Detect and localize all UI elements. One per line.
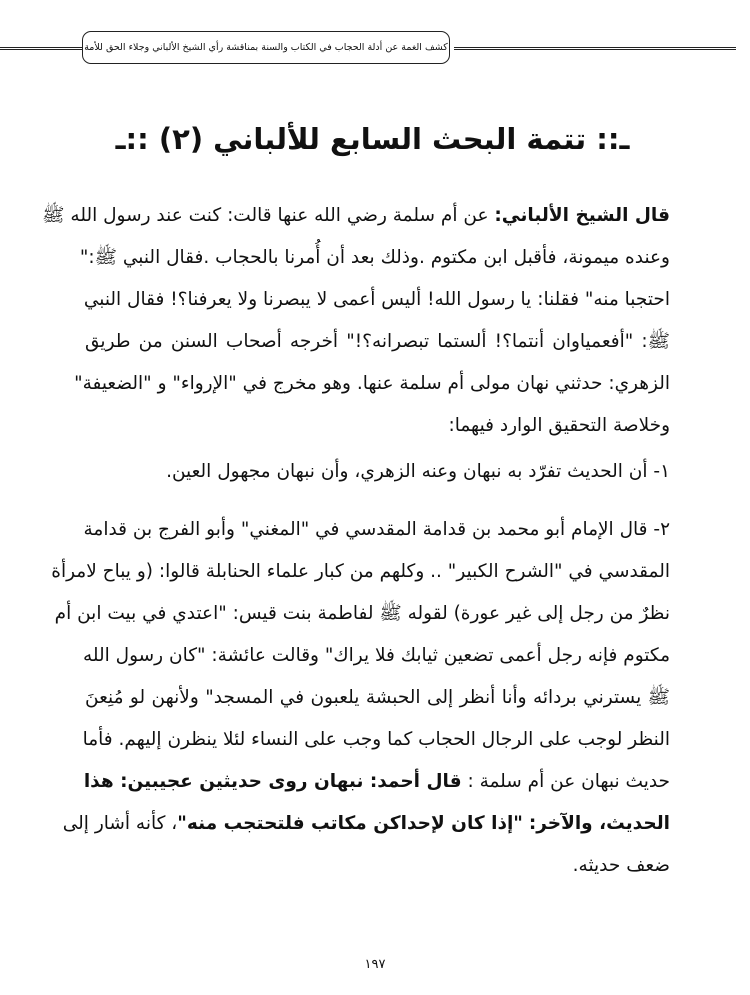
text-line: مكتوم فإنه رجل أعمى تضعين ثيابك فلا يراك" وقالت عائشة: "كان رسول الله	[82, 645, 670, 666]
text-line: النظر لوجب على الرجال الحجاب كما وجب على النساء لئلا ينظرن إليهم. فأما	[82, 729, 670, 750]
text-line: ٢- قال الإمام أبو محمد بن قدامة المقدسي في "المغني" وأبو الفرج بن قدامة	[83, 519, 670, 540]
text-line: نظرٌ من رجل إلى غير عورة) لقوله ﷺ لفاطمة بنت قيس: "اعتدي في بيت ابن أم	[54, 603, 670, 624]
text-line: وعنده ميمونة، فأقبل ابن مكتوم .وذلك بعد أن أُمرنا بالحجاب .فقال النبي ﷺ:"	[79, 247, 670, 268]
text-line	[85, 761, 670, 803]
point-2	[51, 509, 670, 887]
bold-span: "إذا كان لإحداكن مكاتب فلتحتجب منه"	[177, 813, 523, 834]
running-header	[82, 31, 450, 64]
bold-span: الحديث، والآخر:	[528, 813, 670, 834]
chapter-title: ـ:: تتمة البحث السابع للألباني (٢) ::ـ	[115, 122, 630, 156]
text-line: الزهري: حدثني نهان مولى أم سلمة عنها. وهو مخرج في "الإرواء" و "الضعيفة"	[74, 373, 670, 394]
text-line	[42, 195, 670, 237]
quote-text: عن أم سلمة رضي الله عنها قالت: كنت عند رسول الله ﷺ	[42, 205, 489, 226]
bold-span: قال أحمد: نبهان روى حديثين عجيبين: هذا	[83, 771, 462, 792]
running-header-title: كشف الغمة عن أدلة الحجاب في الكتاب والسنة بمناقشة رأي الشيخ الألباني وجلاء الحق للأمة	[84, 42, 448, 53]
page-number: ١٩٧	[364, 957, 386, 972]
text-line	[62, 803, 670, 845]
paragraph-albani-quote	[42, 195, 670, 447]
point-1	[85, 451, 670, 493]
text-line: ضعف حديثه.	[572, 855, 670, 876]
text-line: ﷺ: "أفعمياوان أنتما؟! ألستما تبصرانه؟!" أخرجه أصحاب السنن من طريق	[85, 331, 670, 352]
text-line: ﷺ يسترني بردائه وأنا أنظر إلى الحبشة يلعبون في المسجد" ولأنهن لو مُنِعنَ	[85, 687, 670, 708]
text-span: ، كأنه أشار إلى	[62, 813, 178, 834]
text-line: وخلاصة التحقيق الوارد فيهما:	[448, 415, 670, 436]
text-line: احتجبا منه" فقلنا: يا رسول الله! أليس أعمى لا يبصرنا ولا يعرفنا؟! فقال النبي	[83, 289, 670, 310]
header-rule-right	[454, 47, 736, 50]
quote-lead: قال الشيخ الألباني:	[494, 205, 670, 226]
text-line: ١- أن الحديث تفرّد به نبهان وعنه الزهري، وأن نبهان مجهول العين.	[166, 461, 670, 482]
text-line: المقدسي في "الشرح الكبير" .. وكلهم من كبار علماء الحنابلة قالوا: (و يباح لامرأة	[51, 561, 670, 582]
text-span: حديث نبهان عن أم سلمة :	[467, 771, 670, 792]
header-rule-left	[0, 47, 82, 50]
